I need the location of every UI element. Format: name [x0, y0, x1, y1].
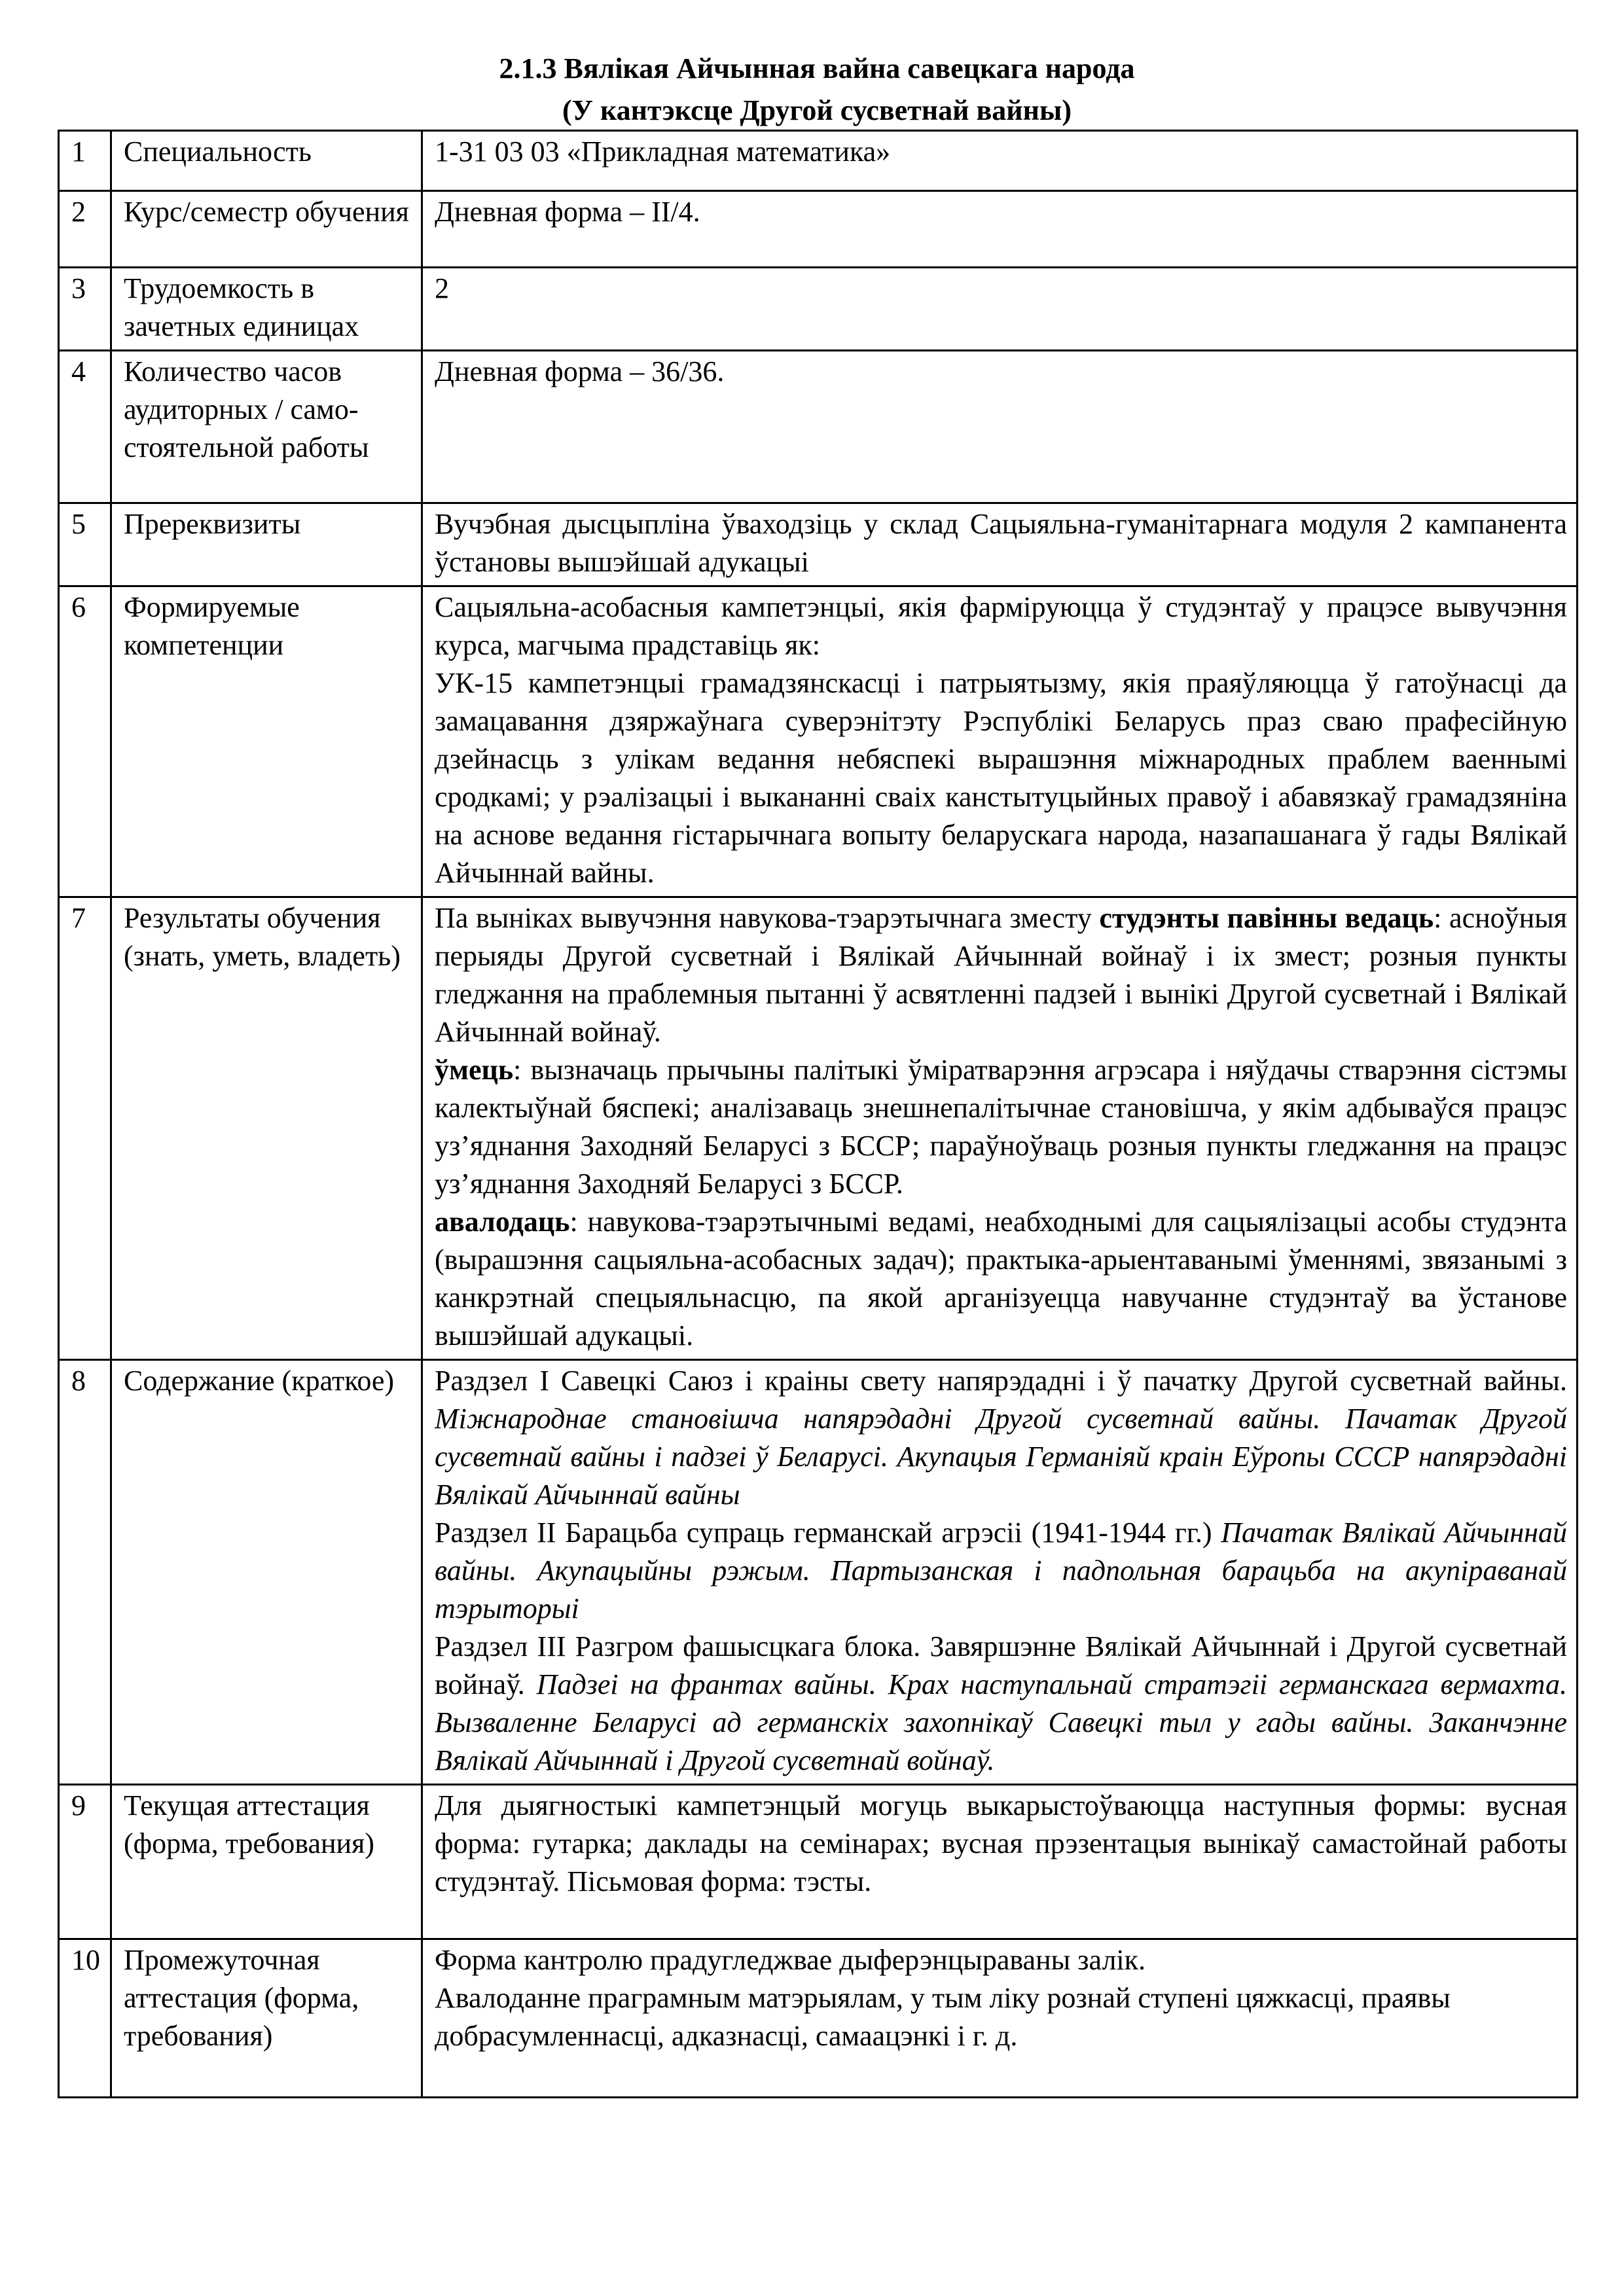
table-row: [59, 503, 1578, 586]
row-label: Содержание (краткое): [111, 1360, 422, 1785]
results-know-intro: Па выніках вывучэння навукова-тэарэтычнага зместу: [435, 902, 1100, 934]
document-subtitle: (У кантэксце Другой сусветнай вайны): [562, 94, 1072, 126]
row-content: 2: [422, 268, 1578, 351]
results-know-keyword: студэнты павінны ведаць: [1099, 902, 1434, 934]
section-3-title: Раздзел III Разгром фашысцкага блока. Завяршэнне Вялікай Айчыннай і Другой сусветнай войнаў.: [435, 1630, 1567, 1700]
results-master: [435, 1203, 1567, 1355]
results-can-keyword: ўмець: [435, 1054, 514, 1086]
row-content: [422, 1360, 1578, 1785]
attestation-requirements: Авалоданне праграмным матэрыялам, у тым ліку рознай ступені цяжкасці, праявы добрасумленнасці, адказнасці, самаацэнкі і г. д.: [435, 1982, 1451, 2052]
row-label: Результаты обучения (знать, уметь, владеть): [111, 897, 422, 1360]
table-row: [59, 1785, 1578, 1939]
row-content: 1-31 03 03 «Прикладная математика»: [422, 131, 1578, 191]
results-master-keyword: авалодаць: [435, 1206, 570, 1238]
row-number: 6: [59, 586, 111, 897]
row-number: 7: [59, 897, 111, 1360]
row-content: [422, 586, 1578, 897]
table-row: [59, 268, 1578, 351]
row-label: Текущая аттестация (форма, требования): [111, 1785, 422, 1939]
section-2-topics: Пачатак Вялікай Айчыннай вайны. Акупацыйны рэжым. Партызанская і падпольная барацьба на акупіраванай тэрыторыі: [435, 1516, 1568, 1624]
section-2: [435, 1514, 1567, 1628]
section-1-topics: Міжнароднае становішча напярэдадні Другой сусветнай вайны. Пачатак Другой сусветнай вайны і падзеі ў Беларусі. Акупацыя Германіяй краін Еўропы СССР напярэдадні Вялікай Айчыннай вайны: [435, 1403, 1567, 1511]
row-number: 10: [59, 1939, 111, 2098]
table-row: [59, 586, 1578, 897]
section-3-topics: Падзеі на франтах вайны. Крах наступальнай стратэгіі германскага вермахта. Вызваленне Беларусі ад германскіх захопнікаў Савецкі тыл у гады вайны. Заканчэнне Вялікай Айчыннай і Другой сусветнай войнаў.: [435, 1668, 1567, 1776]
results-know-text: : асноўныя перыяды Другой сусветнай і Вялікай Айчыннай войнаў і іх змест; розныя пункты гледжання на праблемныя пытанні ў асвятленні падзей і вынікі Другой сусветнай і Вялікай Айчыннай войнаў.: [435, 902, 1567, 1048]
section-1: [435, 1362, 1567, 1514]
row-label: Промежуточная аттестация (форма, требования): [111, 1939, 422, 2098]
row-number: 1: [59, 131, 111, 191]
table-row: [59, 1360, 1578, 1785]
row-number: 3: [59, 268, 111, 351]
row-label: Трудоемкость в зачетных единицах: [111, 268, 422, 351]
results-master-text: : навукова-тэарэтычнымі ведамі, неабходнымі для сацыялізацыі асобы студэнта (вырашэння сацыяльна-асобасных задач); практыка-арыентаванымі ўменнямі, звязанымі з канкрэтнай спецыяльнасцю, па якой арганізуецца навучанне студэнтаў ва ўстанове вышэйшай адукацыі.: [435, 1206, 1567, 1352]
row-content: Дневная форма – II/4.: [422, 191, 1578, 268]
row-content: [422, 897, 1578, 1360]
table-row: [59, 351, 1578, 503]
row-content: Дневная форма – 36/36.: [422, 351, 1578, 503]
attestation-form: Форма кантролю прадугледжвае дыферэнцыраваны залік.: [435, 1944, 1146, 1976]
competence-uk15: УК-15 кампетэнцыі грамадзянскасці і патрыятызму, якія праяўляюцца ў гатоўнасці да замацавання дзяржаўнага суверэнітэту Рэспублікі Беларусь праз сваю прафесійную дзейнасць з улікам ведання небяспекі вырашэння міжнародных праблем ваеннымі сродкамі; у рэалізацыі і выкананні сваіх канстытуцыйных правоў і абавязкаў грамадзяніна на аснове ведання гістарычнага вопыту беларускага народа, назапашанага ў гады Вялікай Айчыннай вайны.: [435, 667, 1567, 889]
row-number: 9: [59, 1785, 111, 1939]
table-row: [59, 191, 1578, 268]
section-2-title: Раздзел II Барацьба супраць германскай агрэсіі (1941-1944 гг.): [435, 1516, 1221, 1549]
row-number: 2: [59, 191, 111, 268]
document-title: 2.1.3 Вялікая Айчынная вайна савецкага народа: [499, 52, 1135, 84]
row-number: 5: [59, 503, 111, 586]
table-row: [59, 1939, 1578, 2098]
results-can-text: : вызначаць прычыны палітыкі ўміратварэння агрэсара і няўдачы стварэння сістэмы калектыўнай бяспекі; аналізаваць знешнепалітычнае становішча, у якім адбываўся працэс уз’яднання Заходняй Беларусі з БССР; параўноўваць розныя пункты гледжання на працэс уз’яднання Заходняй Беларусі з БССР.: [435, 1054, 1567, 1200]
row-label: Пререквизиты: [111, 503, 422, 586]
table-row: [59, 897, 1578, 1360]
row-content: [422, 1939, 1578, 2098]
syllabus-table: [58, 130, 1578, 2098]
section-1-title: Раздзел I Савецкі Саюз і краіны свету напярэдадні і ў пачатку Другой сусветнай вайны.: [435, 1365, 1567, 1397]
results-can: [435, 1051, 1567, 1203]
row-label: Формируемые компетенции: [111, 586, 422, 897]
table-row: [59, 131, 1578, 191]
row-label: Количество часов аудиторных / само-стоятельной работы: [111, 351, 422, 503]
row-label: Курс/семестр обучения: [111, 191, 422, 268]
row-content: Для дыягностыкі кампетэнцый могуць выкарыстоўваюцца наступныя формы: вусная форма: гутарка; даклады на семінарах; вусная прэзентацыя вынікаў самастойнай работы студэнтаў. Пісьмовая форма: тэсты.: [422, 1785, 1578, 1939]
results-know: [435, 899, 1567, 1051]
section-3: [435, 1628, 1567, 1780]
row-number: 8: [59, 1360, 111, 1785]
row-label: Специальность: [111, 131, 422, 191]
competence-intro: Сацыяльна-асобасныя кампетэнцыі, якія фарміруюцца ў студэнтаў у працэсе вывучэння курса, магчыма прадставіць як:: [435, 591, 1567, 661]
row-number: 4: [59, 351, 111, 503]
row-content: Вучэбная дысцыпліна ўваходзіць у склад Сацыяльна-гуманітарнага модуля 2 кампанента ўстановы вышэйшай адукацыі: [422, 503, 1578, 586]
